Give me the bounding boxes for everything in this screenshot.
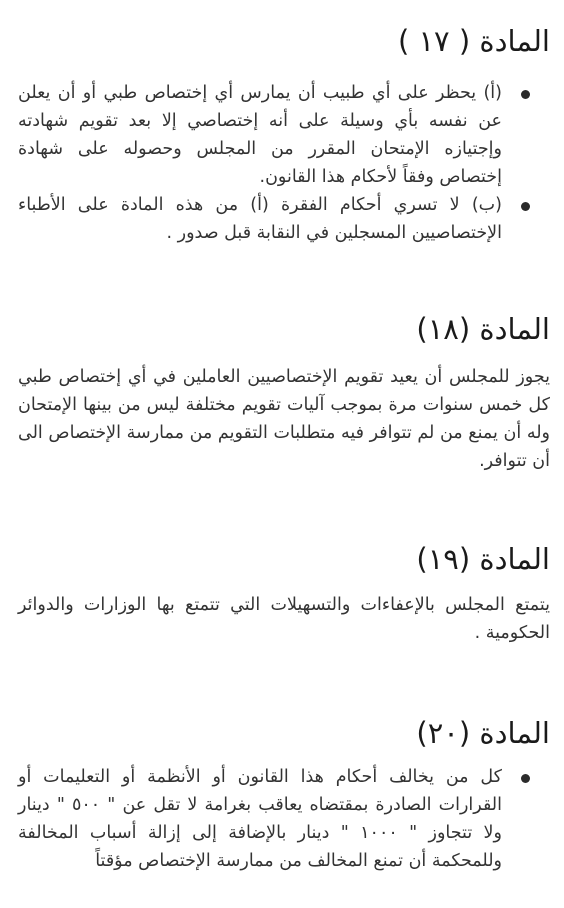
article-17 bbox=[18, 24, 550, 247]
article-20-heading: المادة (٢٠) bbox=[416, 716, 550, 750]
article-17-heading: المادة ( ١٧ ) bbox=[397, 24, 550, 58]
article-17-item-b-text: (ب) لا تسري أحكام الفقرة (أ) من هذه المادة على الأطباء الإختصاصيين المسجلين في النقابة قبل صدور . bbox=[18, 194, 502, 243]
article-17-item-b bbox=[18, 191, 550, 247]
article-20-item-text: كل من يخالف أحكام هذا القانون أو الأنظمة أو التعليمات أو القرارات الصادرة بمقتضاه يعاقب بغرامة لا تقل عن " ٥٠٠ " دينار ولا تتجاوز " ١٠٠٠ " دينار بالإضافة إلى إزالة أسباب المخالفة وللمحكمة أن تمنع المخالف من ممارسة الإختصاص مؤقتاً bbox=[18, 766, 502, 871]
article-20-list bbox=[18, 763, 550, 875]
article-20-item bbox=[18, 763, 550, 875]
article-18 bbox=[18, 312, 550, 475]
article-18-heading: المادة (١٨) bbox=[416, 312, 550, 346]
article-18-text: يجوز للمجلس أن يعيد تقويم الإختصاصيين العاملين في أي إختصاص طبي كل خمس سنوات مرة بموجب آليات تقويم مختلفة ليس من بينها الإمتحان وله أن يمنع من لم تتوافر فيه متطلبات التقويم من ممارسة الإختصاص الى أن تتوافر. bbox=[18, 366, 550, 471]
bullet-dot-icon bbox=[521, 202, 530, 211]
article-17-item-a bbox=[18, 79, 550, 191]
article-17-item-a-text: (أ) يحظر على أي طبيب أن يمارس أي إختصاص طبي أو أن يعلن عن نفسه بأي وسيلة على أنه إختصاصي إلا بعد تقويم شهادته وإجتيازه الإمتحان المقرر من المجلس وحصوله على شهادة إختصاص وفقاً لأحكام هذا القانون. bbox=[18, 82, 502, 187]
article-19 bbox=[18, 542, 550, 647]
article-19-text: يتمتع المجلس بالإعفاءات والتسهيلات التي تتمتع بها الوزارات والدوائر الحكومية . bbox=[18, 594, 550, 643]
article-19-heading: المادة (١٩) bbox=[416, 542, 550, 576]
article-20 bbox=[18, 716, 550, 875]
bullet-dot-icon bbox=[521, 774, 530, 783]
article-17-list bbox=[18, 79, 550, 247]
bullet-dot-icon bbox=[521, 90, 530, 99]
